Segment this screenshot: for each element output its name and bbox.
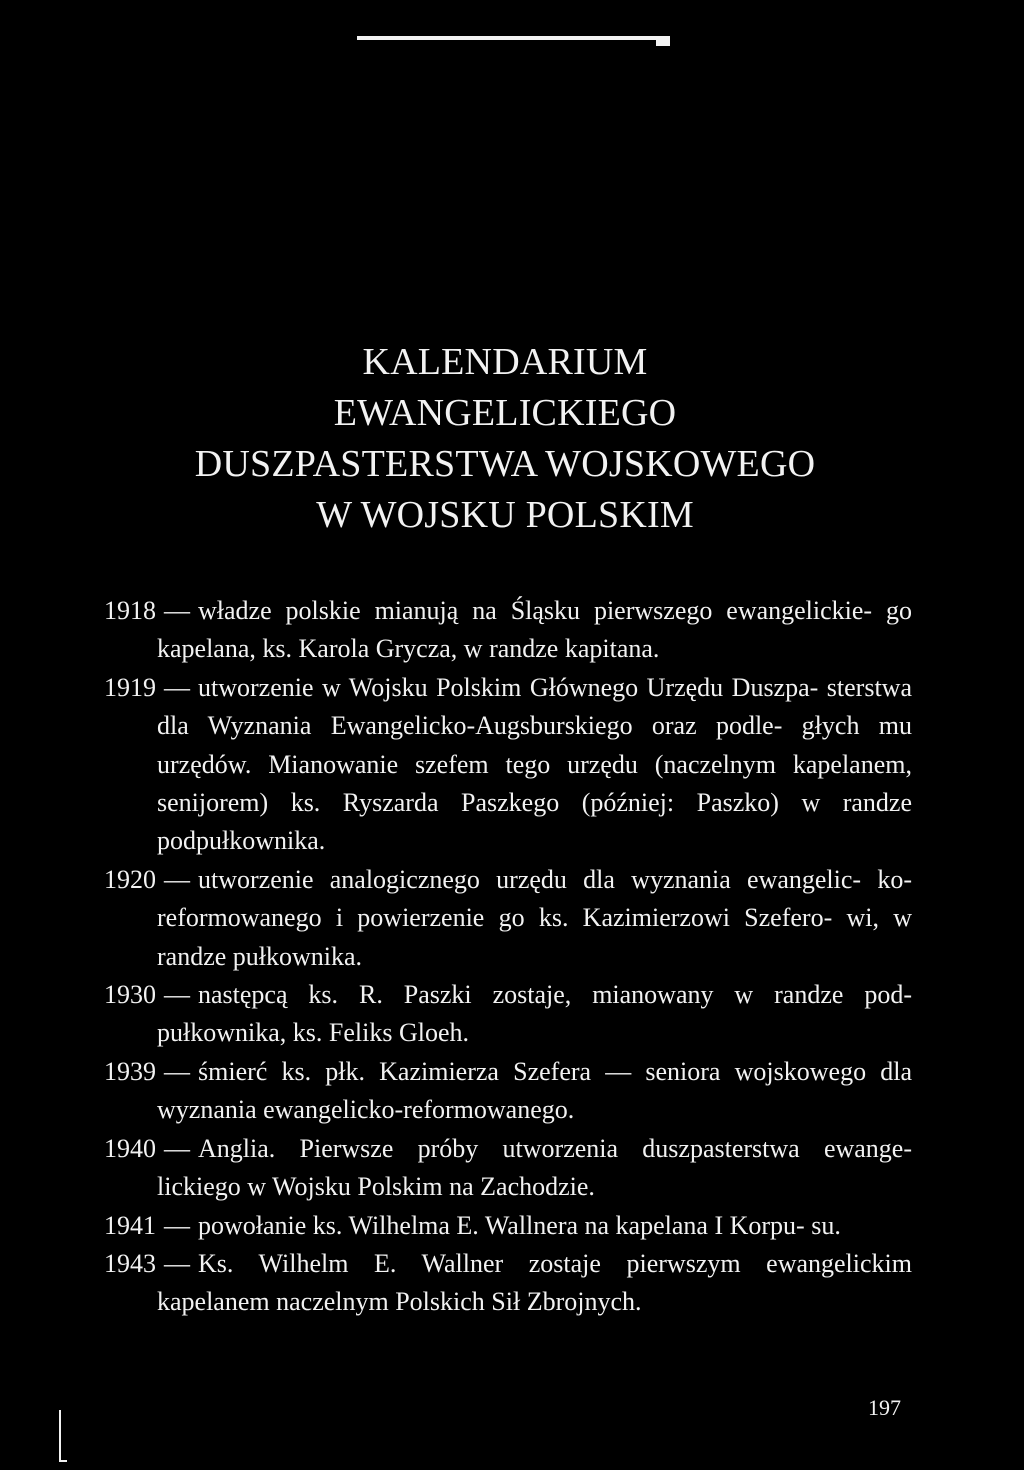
entry-dash: —: [164, 1248, 190, 1278]
calendar-entry: [104, 1130, 912, 1207]
calendar-entry: [104, 1053, 912, 1130]
entry-text: władze polskie mianują na Śląsku pierwszego ewangelickie- go kapelana, ks. Karola Grycza, w randze kapitana.: [157, 596, 912, 664]
entry-text: śmierć ks. płk. Kazimierza Szefera — seniora wojskowego dla wyznania ewangelicko-reformowanego.: [157, 1056, 912, 1125]
entry-year: 1941: [104, 1210, 156, 1240]
title-line: DUSZPASTERSTWA WOJSKOWEGO: [194, 443, 816, 485]
top-rule: [357, 36, 670, 40]
margin-mark-foot: [59, 1460, 67, 1462]
calendar-entry: [104, 592, 912, 669]
top-rule-tick: [656, 40, 670, 46]
entry-year: 1939: [104, 1056, 156, 1086]
page-number: 197: [868, 1395, 901, 1420]
entry-dash: —: [164, 864, 190, 894]
entry-text: powołanie ks. Wilhelma E. Wallnera na kapelana I Korpu- su.: [198, 1210, 841, 1240]
entry-text: następcą ks. R. Paszki zostaje, mianowany w randze pod- pułkownika, ks. Feliks Gloeh.: [157, 980, 912, 1048]
entry-dash: —: [164, 1056, 190, 1086]
entry-year: 1943: [104, 1248, 156, 1278]
entry-year: 1940: [104, 1133, 156, 1163]
entry-text: Ks. Wilhelm E. Wallner zostaje pierwszym ewangelickim kapelanem naczelnym Polskich Sił Zbrojnych.: [157, 1248, 912, 1317]
title-line: W WOJSKU POLSKIM: [316, 494, 694, 536]
entry-text: Anglia. Pierwsze próby utworzenia duszpasterstwa ewange- lickiego w Wojsku Polskim na Zachodzie.: [157, 1133, 912, 1202]
entry-text: utworzenie w Wojsku Polskim Głównego Urzędu Duszpa- sterstwa dla Wyznania Ewangelicko-Augsburskiego oraz podle- głych mu urzędów. Mianowanie szefem tego urzędu (naczelnym kapelanem, senijorem) ks. Ryszarda Paszkego (później: Paszko) w randze podpułkownika.: [157, 672, 912, 856]
entry-dash: —: [164, 672, 190, 702]
calendar-entry: [104, 861, 912, 976]
entry-dash: —: [164, 1210, 190, 1240]
margin-mark: [59, 1410, 61, 1462]
entry-dash: —: [164, 980, 190, 1010]
entry-year: 1930: [104, 980, 156, 1010]
page-title: [0, 337, 1010, 541]
entry-text: utworzenie analogicznego urzędu dla wyznania ewangelic- ko-reformowanego i powierzenie go ks. Kazimierzowi Szefero- wi, w randze pułkownika.: [157, 864, 912, 971]
entry-year: 1919: [104, 672, 156, 702]
title-line: EWANGELICKIEGO: [333, 392, 677, 434]
calendar-entry: [104, 1207, 912, 1245]
calendar-entry: [104, 976, 912, 1053]
entry-dash: —: [164, 1133, 190, 1163]
calendar-entries: [104, 592, 912, 1322]
entry-dash: —: [164, 596, 190, 625]
entry-year: 1920: [104, 864, 156, 894]
calendar-entry: [104, 669, 912, 861]
entry-year: 1918: [104, 596, 156, 625]
calendar-entry: [104, 1245, 912, 1322]
title-line: KALENDARIUM: [362, 341, 648, 383]
